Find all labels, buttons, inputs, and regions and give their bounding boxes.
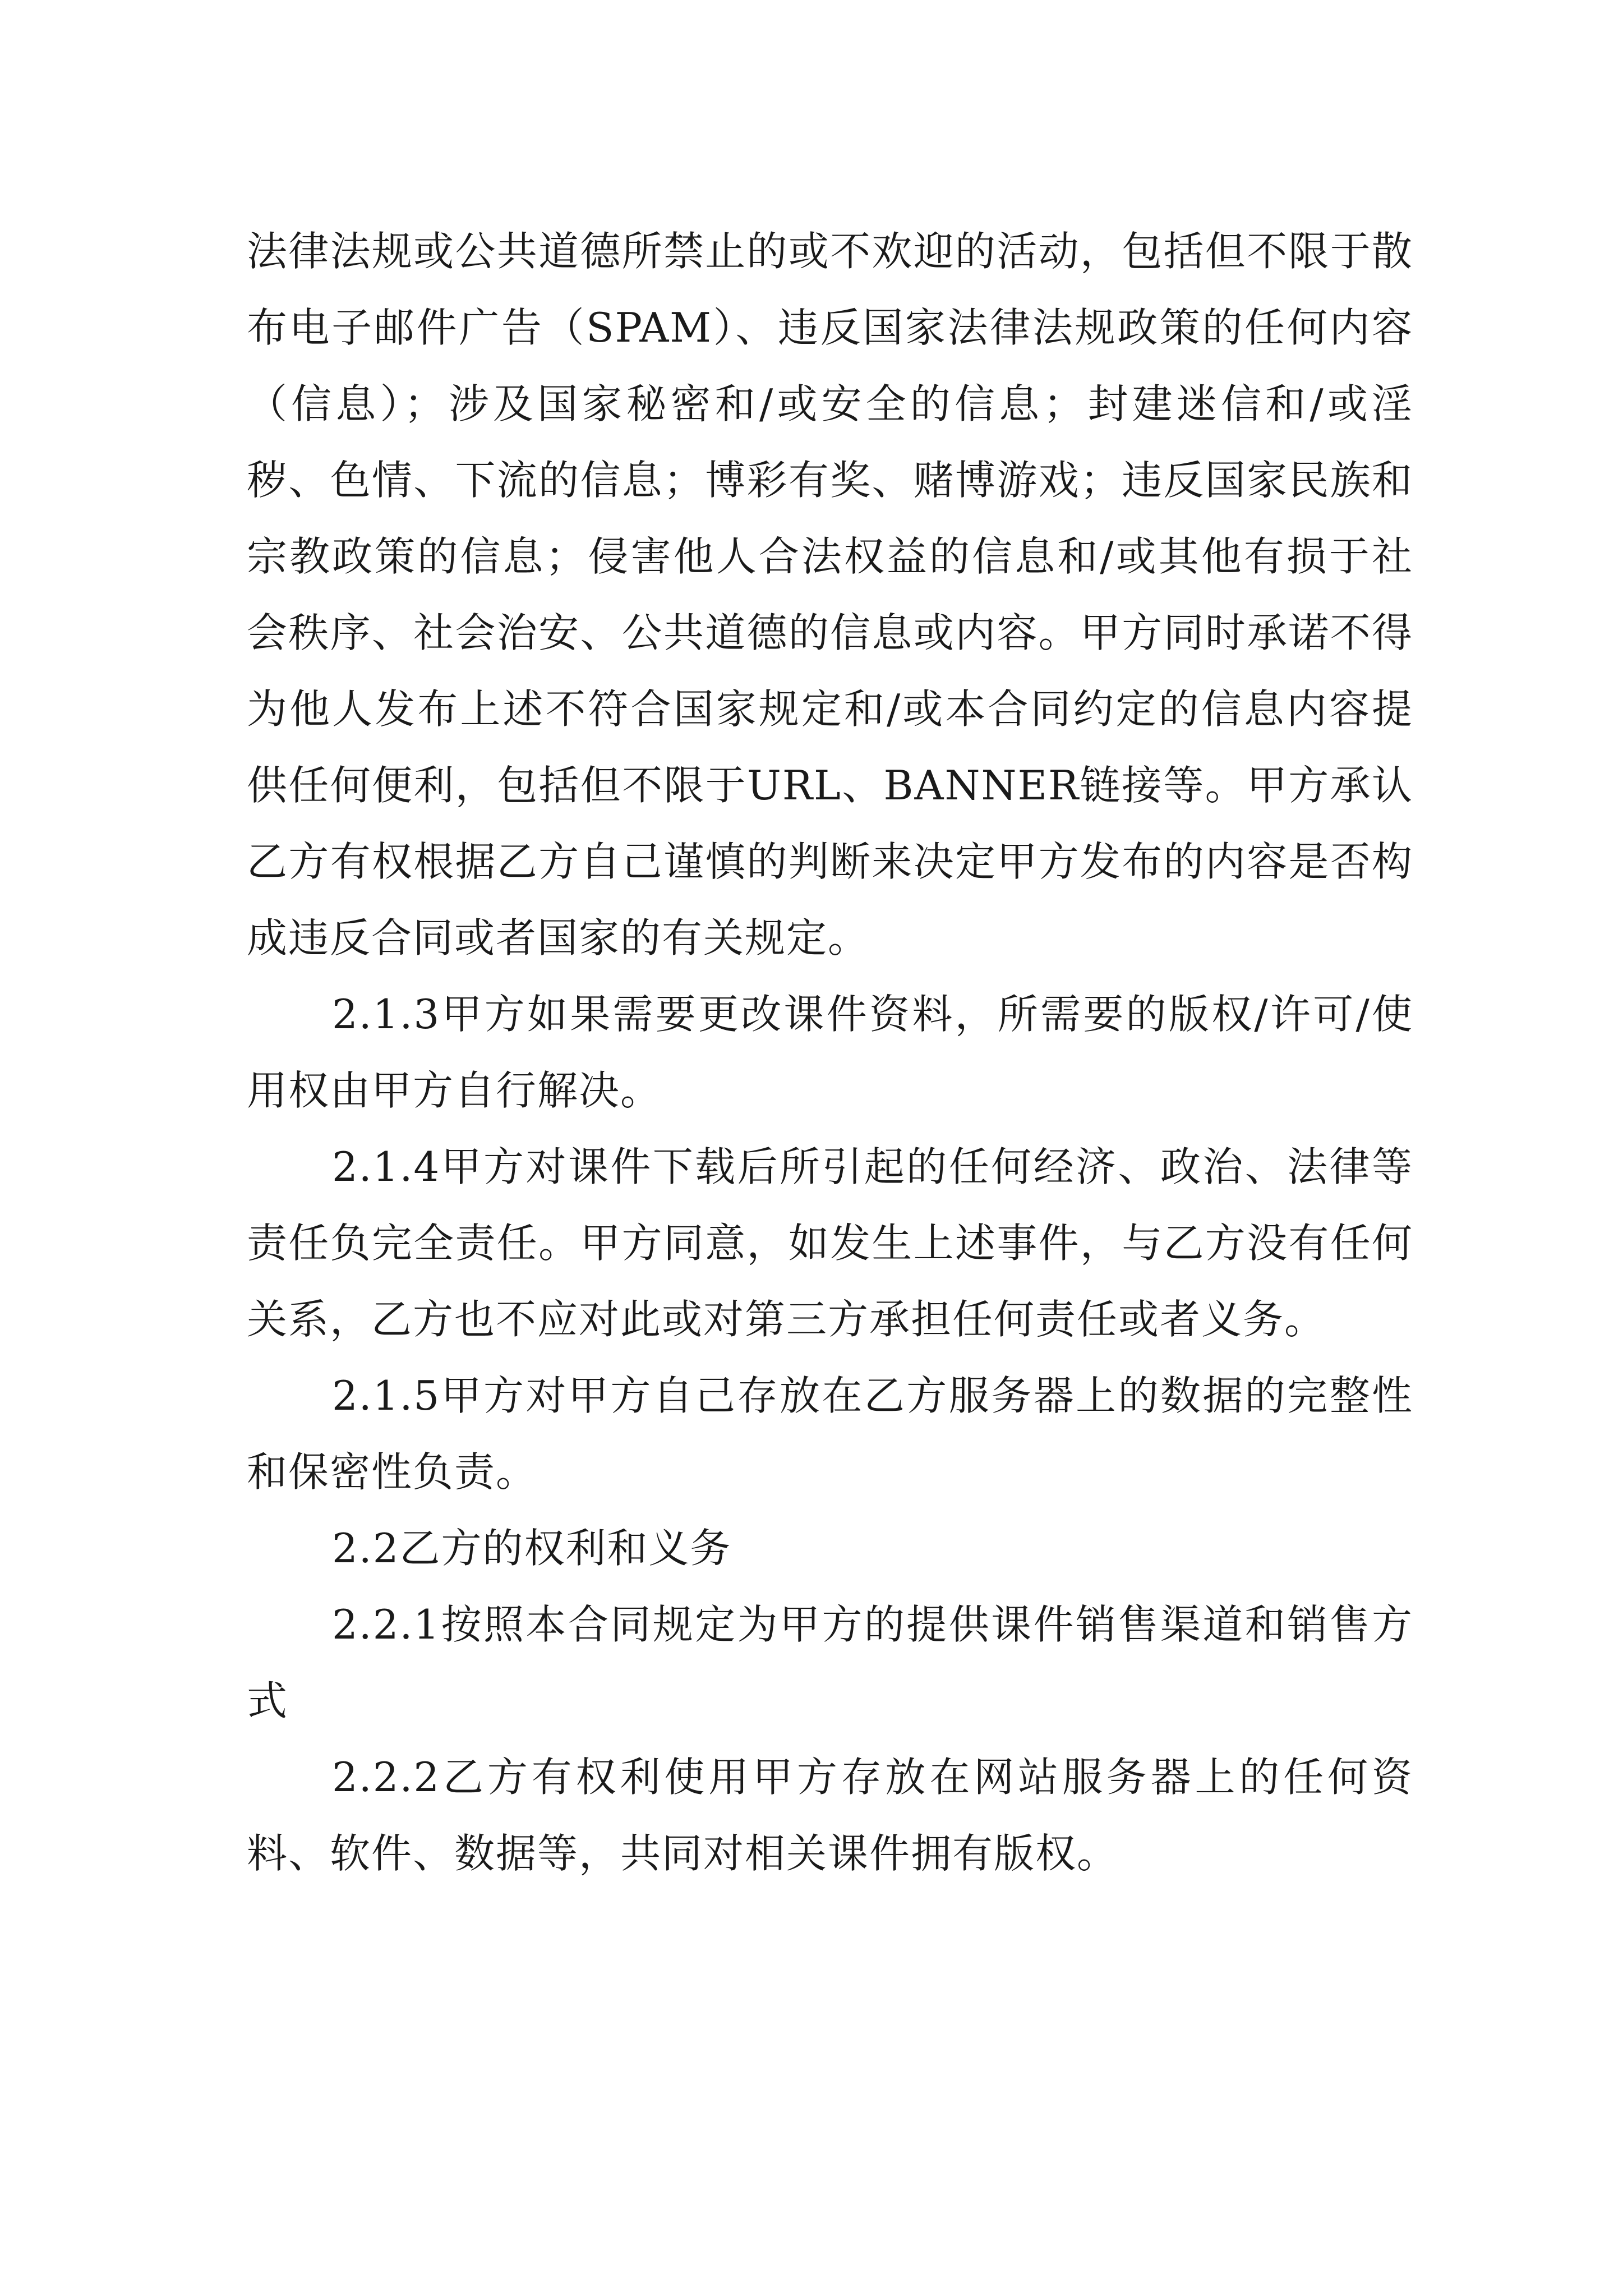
paragraph-clause-2-1-5: 2.1.5甲方对甲方自己存放在乙方服务器上的数据的完整性和保密性负责。 xyxy=(247,1372,1413,1496)
paragraph-clause-2-2-1: 2.2.1按照本合同规定为甲方的提供课件销售渠道和销售方式 xyxy=(247,1601,1413,1724)
paragraph-clause-2-1-4: 2.1.4甲方对课件下载后所引起的任何经济、政治、法律等责任负完全责任。甲方同意，如发生上述事件，与乙方没有任何关系，乙方也不应对此或对第三方承担任何责任或者义务。 xyxy=(247,1143,1413,1343)
contract-text-body xyxy=(247,213,1413,1892)
section-heading-2-2: 2.2乙方的权利和义务 xyxy=(332,1525,732,1572)
paragraph-prohibited-content: 法律法规或公共道德所禁止的或不欢迎的活动，包括但不限于散布电子邮件广告（SPAM）、违反国家法律法规政策的任何内容（信息）；涉及国家秘密和/或安全的信息；封建迷信和/或淫秽、色情、下流的信息；博彩有奖、赌博游戏；违反国家民族和宗教政策的信息；侵害他人合法权益的信息和/或其他有损于社会秩序、社会治安、公共道德的信息或内容。甲方同时承诺不得为他人发布上述不符合国家规定和/或本合同约定的信息内容提供任何便利，包括但不限于URL、BANNER链接等。甲方承认乙方有权根据乙方自己谨慎的判断来决定甲方发布的内容是否构成违反合同或者国家的有关规定。 xyxy=(247,228,1413,961)
paragraph-clause-2-1-3: 2.1.3甲方如果需要更改课件资料，所需要的版权/许可/使用权由甲方自行解决。 xyxy=(247,991,1413,1114)
paragraph-clause-2-2-2: 2.2.2乙方有权利使用甲方存放在网站服务器上的任何资料、软件、数据等，共同对相关课件拥有版权。 xyxy=(247,1754,1413,1877)
